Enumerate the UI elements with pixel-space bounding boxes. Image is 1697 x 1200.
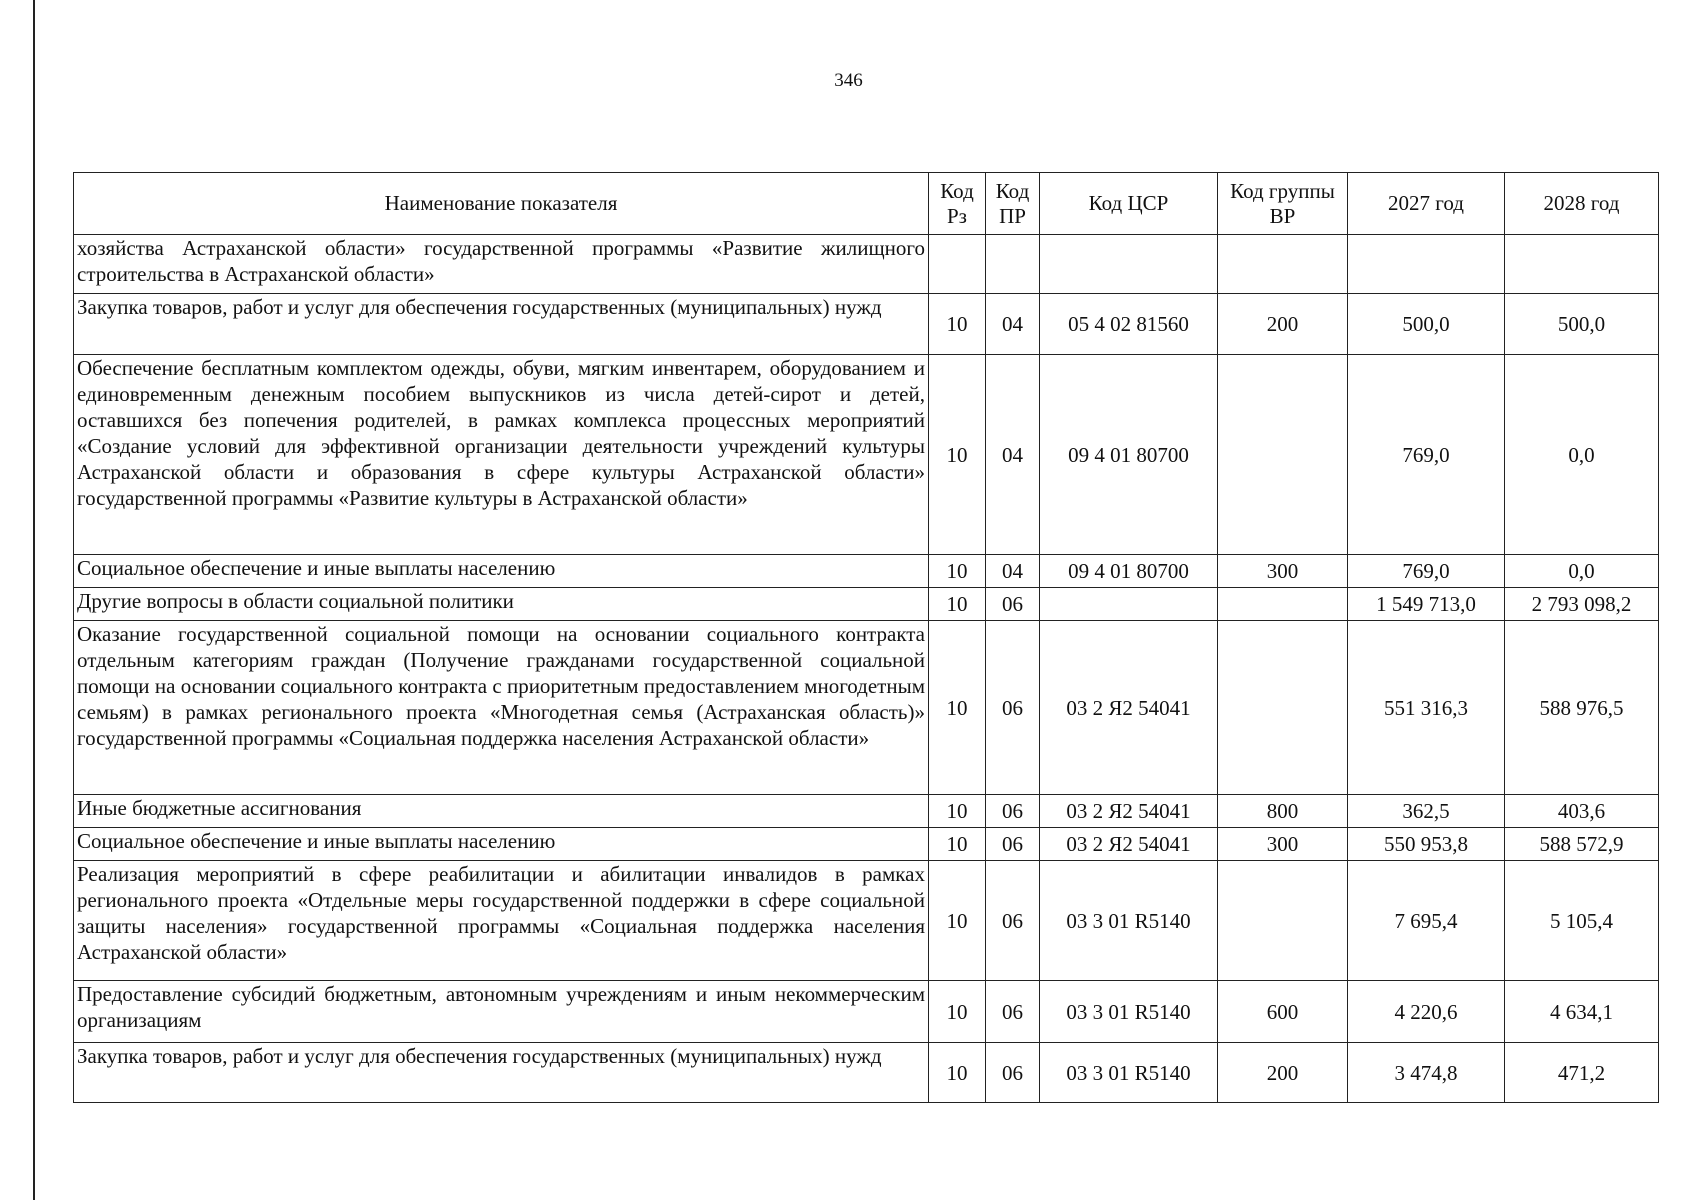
row-rz: 10	[929, 1043, 986, 1103]
row-2028: 0,0	[1505, 355, 1659, 555]
row-2027: 550 953,8	[1348, 828, 1505, 861]
row-2027: 769,0	[1348, 355, 1505, 555]
row-name: Предоставление субсидий бюджетным, автономным учреждениям и иным некоммерческим организациям	[74, 981, 929, 1043]
row-pr: 06	[986, 621, 1040, 795]
row-2027: 551 316,3	[1348, 621, 1505, 795]
row-pr: 04	[986, 555, 1040, 588]
row-vr: 600	[1218, 981, 1348, 1043]
row-2028: 5 105,4	[1505, 861, 1659, 981]
row-csr	[1040, 588, 1218, 621]
row-rz	[929, 235, 986, 294]
row-name: Закупка товаров, работ и услуг для обеспечения государственных (муниципальных) нужд	[74, 1043, 929, 1103]
row-rz: 10	[929, 981, 986, 1043]
row-2027: 4 220,6	[1348, 981, 1505, 1043]
row-name: Реализация мероприятий в сфере реабилитации и абилитации инвалидов в рамках регионального проекта «Отдельные меры государственной поддержки в сфере социальной защиты населения» государственной программы «Социальная поддержка населения Астраханской области»	[74, 861, 929, 981]
row-rz: 10	[929, 555, 986, 588]
row-csr: 03 2 Я2 54041	[1040, 795, 1218, 828]
header-2027: 2027 год	[1348, 173, 1505, 235]
table-row	[74, 1043, 1659, 1103]
row-2027: 7 695,4	[1348, 861, 1505, 981]
header-name: Наименование показателя	[74, 173, 929, 235]
header-pr: Код ПР	[986, 173, 1040, 235]
table-row	[74, 588, 1659, 621]
row-rz: 10	[929, 828, 986, 861]
table-row	[74, 828, 1659, 861]
table-row	[74, 795, 1659, 828]
row-name: Обеспечение бесплатным комплектом одежды, обуви, мягким инвентарем, оборудованием и единовременным денежным пособием выпускников из числа детей-сирот и детей, оставшихся без попечения родителей, в рамках комплекса процессных мероприятий «Создание условий для эффективной организации деятельности учреждений культуры Астраханской области и образования в сфере культуры Астраханской области» государственной программы «Развитие культуры в Астраханской области»	[74, 355, 929, 555]
row-csr: 09 4 01 80700	[1040, 555, 1218, 588]
row-2027	[1348, 235, 1505, 294]
row-vr: 200	[1218, 294, 1348, 355]
table-row	[74, 555, 1659, 588]
row-pr: 06	[986, 588, 1040, 621]
row-name: Социальное обеспечение и иные выплаты населению	[74, 828, 929, 861]
row-2028: 4 634,1	[1505, 981, 1659, 1043]
header-csr: Код ЦСР	[1040, 173, 1218, 235]
row-pr: 06	[986, 1043, 1040, 1103]
row-2027: 1 549 713,0	[1348, 588, 1505, 621]
row-vr	[1218, 621, 1348, 795]
row-name: Оказание государственной социальной помощи на основании социального контракта отдельным категориям граждан (Получение гражданами государственной социальной помощи на основании социального контракта с приоритетным предоставлением многодетным семьям) в рамках регионального проекта «Многодетная семья (Астраханская область)» государственной программы «Социальная поддержка населения Астраханской области»	[74, 621, 929, 795]
row-vr	[1218, 588, 1348, 621]
row-name: Закупка товаров, работ и услуг для обеспечения государственных (муниципальных) нужд	[74, 294, 929, 355]
row-2028: 588 572,9	[1505, 828, 1659, 861]
row-csr: 03 2 Я2 54041	[1040, 621, 1218, 795]
row-name: Другие вопросы в области социальной политики	[74, 588, 929, 621]
row-pr: 04	[986, 355, 1040, 555]
budget-table	[73, 172, 1659, 1103]
row-2028: 0,0	[1505, 555, 1659, 588]
row-pr: 06	[986, 861, 1040, 981]
row-vr: 200	[1218, 1043, 1348, 1103]
row-2028: 471,2	[1505, 1043, 1659, 1103]
row-csr: 03 3 01 R5140	[1040, 981, 1218, 1043]
table-row	[74, 621, 1659, 795]
row-csr: 03 3 01 R5140	[1040, 1043, 1218, 1103]
row-vr	[1218, 355, 1348, 555]
row-pr: 06	[986, 795, 1040, 828]
header-vr: Код группы ВР	[1218, 173, 1348, 235]
row-pr	[986, 235, 1040, 294]
table-row	[74, 981, 1659, 1043]
row-rz: 10	[929, 588, 986, 621]
row-pr: 06	[986, 981, 1040, 1043]
row-name: Иные бюджетные ассигнования	[74, 795, 929, 828]
row-2028: 403,6	[1505, 795, 1659, 828]
header-row	[74, 173, 1659, 235]
row-2027: 500,0	[1348, 294, 1505, 355]
row-2028: 500,0	[1505, 294, 1659, 355]
row-csr: 03 3 01 R5140	[1040, 861, 1218, 981]
row-vr: 300	[1218, 555, 1348, 588]
table-row	[74, 235, 1659, 294]
row-name: Социальное обеспечение и иные выплаты населению	[74, 555, 929, 588]
row-2027: 769,0	[1348, 555, 1505, 588]
row-vr: 800	[1218, 795, 1348, 828]
row-vr	[1218, 235, 1348, 294]
table-row	[74, 355, 1659, 555]
left-margin-rule	[33, 0, 35, 1200]
row-2028: 2 793 098,2	[1505, 588, 1659, 621]
row-rz: 10	[929, 294, 986, 355]
header-2028: 2028 год	[1505, 173, 1659, 235]
row-name: хозяйства Астраханской области» государственной программы «Развитие жилищного строительства в Астраханской области»	[74, 235, 929, 294]
row-csr	[1040, 235, 1218, 294]
row-2027: 3 474,8	[1348, 1043, 1505, 1103]
row-rz: 10	[929, 861, 986, 981]
row-csr: 05 4 02 81560	[1040, 294, 1218, 355]
row-2027: 362,5	[1348, 795, 1505, 828]
row-rz: 10	[929, 795, 986, 828]
row-vr: 300	[1218, 828, 1348, 861]
row-pr: 06	[986, 828, 1040, 861]
row-pr: 04	[986, 294, 1040, 355]
table-row	[74, 861, 1659, 981]
row-2028	[1505, 235, 1659, 294]
row-rz: 10	[929, 355, 986, 555]
header-rz: Код Рз	[929, 173, 986, 235]
page-number: 346	[834, 70, 863, 91]
row-csr: 09 4 01 80700	[1040, 355, 1218, 555]
row-vr	[1218, 861, 1348, 981]
table-row	[74, 294, 1659, 355]
row-rz: 10	[929, 621, 986, 795]
row-2028: 588 976,5	[1505, 621, 1659, 795]
row-csr: 03 2 Я2 54041	[1040, 828, 1218, 861]
